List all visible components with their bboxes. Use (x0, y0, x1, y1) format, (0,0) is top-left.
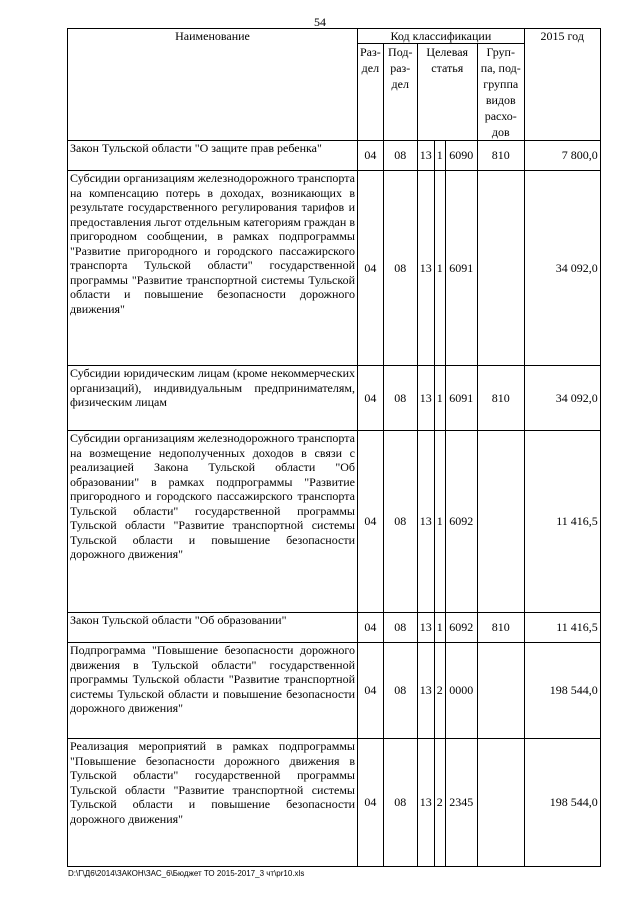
row-name: Закон Тульской области "О защите прав ребенка" (68, 141, 358, 171)
target-code-part3: 2345 (445, 739, 477, 867)
header-classification: Код классификации (358, 29, 525, 44)
footer-file-path: D:\Г\Д6\2014\ЗАКОН\ЗАС_6\Бюджет ТО 2015-2017_3 чт\pr10.xls (68, 869, 305, 878)
target-code-part1: 13 (417, 431, 434, 613)
row-name: Закон Тульской области "Об образовании" (68, 613, 358, 643)
target-code-part2: 1 (434, 141, 445, 171)
amount-2015: 11 416,5 (524, 431, 600, 613)
target-code-part2: 2 (434, 643, 445, 739)
page-number: 54 (314, 15, 326, 29)
target-code-part3: 6092 (445, 431, 477, 613)
subsection-code: 08 (383, 739, 417, 867)
header-section: Раз-дел (358, 44, 384, 141)
section-code: 04 (358, 366, 384, 431)
table-row (68, 171, 601, 366)
section-code: 04 (358, 739, 384, 867)
target-code-part1: 13 (417, 171, 434, 366)
target-code-part1: 13 (417, 643, 434, 739)
target-code-part3: 6091 (445, 366, 477, 431)
subsection-code: 08 (383, 431, 417, 613)
row-name: Субсидии организациям железнодорожного транспорта на компенсацию потерь в доходах, возникающих в результате государственного регулирования тарифов и предоставления льгот отдельным категориям граждан в пригородном сообщении, в рамках подпрограммы "Развитие пригородного и городского пассажирского транспорта Тульской области" государственной программы "Развитие транспортной системы Тульской области и повышение безопасности дорожного движения" (68, 171, 358, 366)
table-row (68, 431, 601, 613)
expense-group-code: 810 (477, 141, 524, 171)
table-row (68, 739, 601, 867)
header-year: 2015 год (524, 29, 600, 141)
expense-group-code: 810 (477, 366, 524, 431)
budget-table (67, 28, 601, 867)
section-code: 04 (358, 431, 384, 613)
target-code-part2: 2 (434, 739, 445, 867)
target-code-part1: 13 (417, 613, 434, 643)
expense-group-code (477, 431, 524, 613)
target-code-part1: 13 (417, 739, 434, 867)
row-name: Субсидии организациям железнодорожного транспорта на возмещение недополученных доходов в связи с реализацией Закона Тульской области "Об образовании" в рамках подпрограммы "Развитие пригородного и городского пассажирского транспорта Тульской области" государственной программы Тульской области "Развитие транспортной системы Тульской области и повышение безопасности дорожного движения" (68, 431, 358, 613)
amount-2015: 7 800,0 (524, 141, 600, 171)
row-name: Реализация мероприятий в рамках подпрограммы "Повышение безопасности дорожного движения в Тульской области" государственной программы Тульской области "Развитие транспортной системы Тульской области и повышение безопасности дорожного движения" (68, 739, 358, 867)
header-name: Наименование (68, 29, 358, 141)
row-name: Субсидии юридическим лицам (кроме некоммерческих организаций), индивидуальным предпринимателям, физическим лицам (68, 366, 358, 431)
amount-2015: 34 092,0 (524, 366, 600, 431)
target-code-part2: 1 (434, 431, 445, 613)
expense-group-code: 810 (477, 613, 524, 643)
section-code: 04 (358, 613, 384, 643)
subsection-code: 08 (383, 141, 417, 171)
target-code-part3: 0000 (445, 643, 477, 739)
amount-2015: 11 416,5 (524, 613, 600, 643)
table-row (68, 141, 601, 171)
target-code-part2: 1 (434, 171, 445, 366)
header-row-1 (68, 29, 601, 44)
amount-2015: 198 544,0 (524, 643, 600, 739)
target-code-part3: 6090 (445, 141, 477, 171)
subsection-code: 08 (383, 643, 417, 739)
target-code-part1: 13 (417, 366, 434, 431)
table-row (68, 613, 601, 643)
row-name: Подпрограмма "Повышение безопасности дорожного движения в Тульской области" государственной программы Тульской области "Развитие транспортной системы Тульской области и повышение безопасности дорожного движения" (68, 643, 358, 739)
subsection-code: 08 (383, 171, 417, 366)
expense-group-code (477, 643, 524, 739)
target-code-part3: 6092 (445, 613, 477, 643)
section-code: 04 (358, 171, 384, 366)
amount-2015: 34 092,0 (524, 171, 600, 366)
target-code-part2: 1 (434, 613, 445, 643)
expense-group-code (477, 171, 524, 366)
header-subsection: Под-раз-дел (383, 44, 417, 141)
section-code: 04 (358, 141, 384, 171)
target-code-part3: 6091 (445, 171, 477, 366)
subsection-code: 08 (383, 366, 417, 431)
target-code-part2: 1 (434, 366, 445, 431)
section-code: 04 (358, 643, 384, 739)
table-row (68, 643, 601, 739)
target-code-part1: 13 (417, 141, 434, 171)
amount-2015: 198 544,0 (524, 739, 600, 867)
expense-group-code (477, 739, 524, 867)
subsection-code: 08 (383, 613, 417, 643)
header-group: Груп-па, под-группа видов расхо-дов (477, 44, 524, 141)
header-target: Целевая статья (417, 44, 477, 141)
table-row (68, 366, 601, 431)
